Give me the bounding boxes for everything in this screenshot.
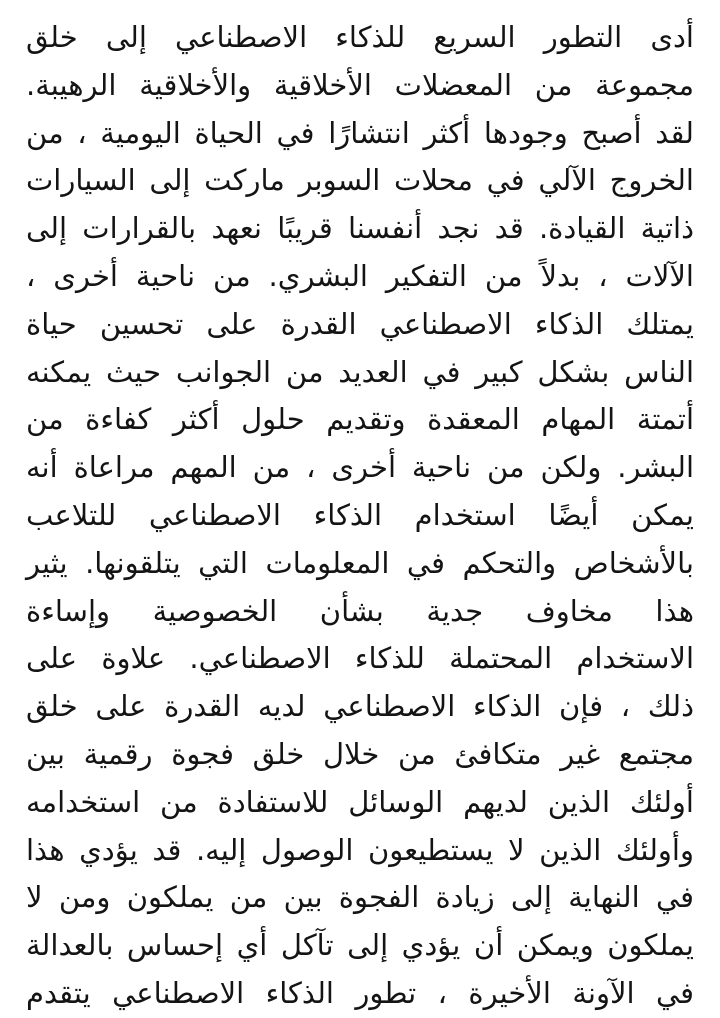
text-line: يملكون ويمكن أن يؤدي إلى تآكل أي إحساس بالعدالة [26, 928, 694, 963]
text-line: مجتمع غير متكافئ من خلال خلق فجوة رقمية بين [26, 736, 694, 771]
text-line: الاستخدام المحتملة للذكاء الاصطناعي. علاوة على [26, 641, 694, 676]
text-line: في النهاية إلى زيادة الفجوة بين من يملكون ومن لا [26, 880, 694, 915]
text-line: الآلات ، بدلاً من التفكير البشري. من ناحية أخرى ، [26, 258, 694, 293]
text-line: في الآونة الأخيرة ، تطور الذكاء الاصطناعي يتقدم [26, 975, 694, 1010]
text-line: يمتلك الذكاء الاصطناعي القدرة على تحسين حياة [26, 306, 694, 341]
text-line: أدى التطور السريع للذكاء الاصطناعي إلى خلق [26, 20, 694, 54]
text-line: يمكن أيضًا استخدام الذكاء الاصطناعي للتلاعب [26, 497, 694, 532]
text-line: ذلك ، فإن الذكاء الاصطناعي لديه القدرة على خلق [26, 689, 694, 724]
text-line: الخروج الآلي في محلات السوبر ماركت إلى السيارات [26, 163, 694, 198]
text-line: لقد أصبح وجودها أكثر انتشارًا في الحياة اليومية ، من [26, 115, 694, 150]
text-line: أتمتة المهام المعقدة وتقديم حلول أكثر كفاءة من [26, 402, 694, 437]
text-line: هذا مخاوف جدية بشأن الخصوصية وإساءة [26, 593, 694, 628]
text-line: ذاتية القيادة. قد نجد أنفسنا قريبًا نعهد بالقرارات إلى [26, 211, 694, 246]
text-line: الناس بشكل كبير في العديد من الجوانب حيث يمكنه [26, 354, 694, 389]
text-line: مجموعة من المعضلات الأخلاقية والأخلاقية الرهيبة. [26, 67, 694, 102]
text-line: بالأشخاص والتحكم في المعلومات التي يتلقونها. يثير [26, 545, 694, 580]
text-line: وأولئك الذين لا يستطيعون الوصول إليه. قد يؤدي هذا [26, 832, 694, 867]
text-line: أولئك الذين لديهم الوسائل للاستفادة من استخدامه [26, 784, 694, 819]
text-line: البشر. ولكن من ناحية أخرى ، من المهم مراعاة أنه [26, 450, 694, 485]
arabic-text-body [26, 14, 694, 1018]
